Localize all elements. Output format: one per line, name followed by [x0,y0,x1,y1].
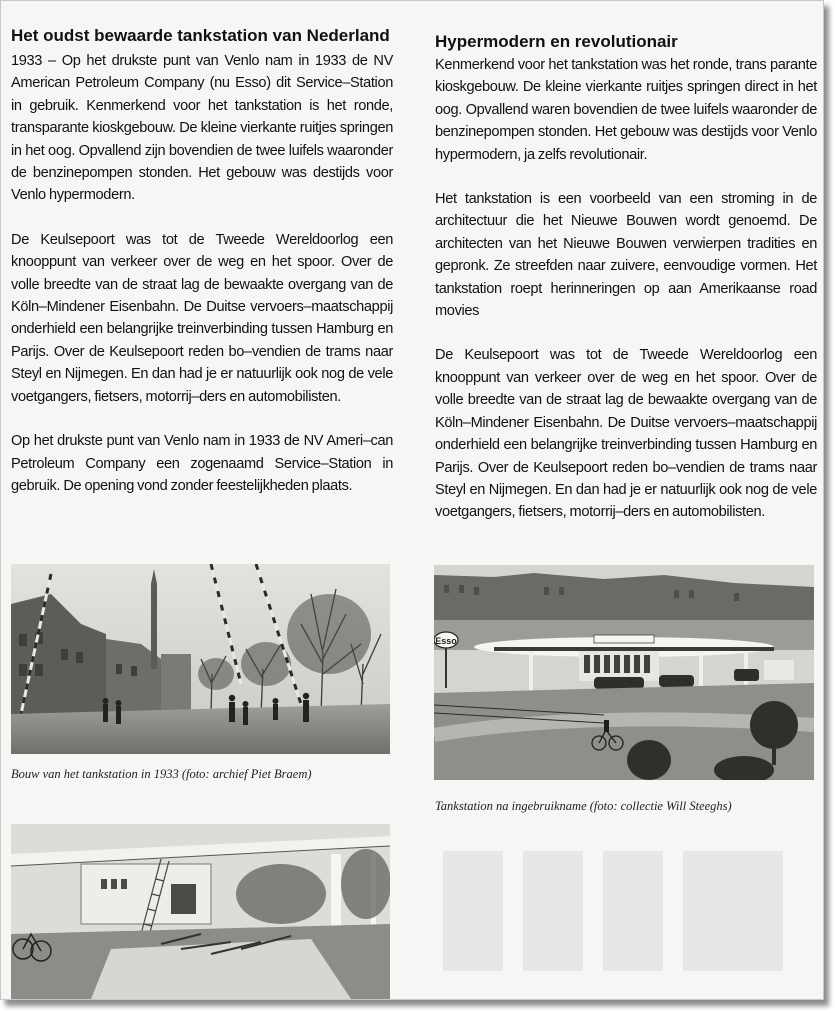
left-paragraph-3: Op het drukste punt van Venlo nam in 1933 de NV Ameri–can Petroleum Company een zogenaamd Service–Station in gebruik. De opening vond zonder feestelijkheden plaats. [11,433,393,494]
watermark-graphic [433,831,813,991]
street-scene-illustration [11,564,390,754]
left-paragraph-2: De Keulsepoort was tot de Tweede Wereldoorlog een knooppunt van verkeer over de weg en het spoor. Over de volle breedte van de straat lag de bewaakte overgang van de Köln–Mindener Eisenbahn. De Duitse vervoers–maatschappij onderhield een belangrijke treinverbinding tussen Hamburg en Parijs. Over de Keulsepoort reden bo–vendien de trams naar Steyl en Nijmegen. En dan had je er natuurlijk ook nog de vele voetgangers, fietsers, motorrij–ders en automobilisten. [11,231,393,405]
station-illustration [434,565,814,780]
left-column [11,1,393,497]
right-paragraph-2: Het tankstation is een voorbeeld van een stroming in de architectuur die het Nieuwe Bouwen wordt genoemd. De architecten van het Nieuwe Bouwen verwierpen tradities en gepronk. Ze streefden naar zuivere, eenvoudige vormen. Het tankstation roept herinneringen op aan Amerikaanse road movies [435,191,817,320]
construction-illustration [11,824,390,999]
left-title: Het oudst bewaarde tankstation van Nederland [11,26,390,45]
photo-street-1933 [11,564,390,754]
caption-photo-station: Tankstation na ingebruikname (foto: collectie Will Steeghs) [435,799,732,813]
right-paragraph-1: Kenmerkend voor het tankstation was het ronde, trans parante kioskgebouw. De kleine vierkante ruitjes springen direct in het oog. Opvallend waren bovendien de twee luifels waaronder de benzinepompen stonden. Het gebouw was destijds voor Venlo hypermodern, ja zelfs revolutionair. [435,57,817,163]
photo-construction [11,824,390,999]
esso-sign-text: Esso [435,636,457,646]
caption-photo-1933: Bouw van het tankstation in 1933 (foto: archief Piet Braem) [11,767,312,781]
right-paragraph-3: De Keulsepoort was tot de Tweede Wereldoorlog een knooppunt van verkeer over de weg en het spoor. Over de volle breedte van de straat lag de bewaakte overgang van de Köln–Mindener Eisenbahn. De Duitse vervoers–maatschappij onderhield een belangrijke treinverbinding tussen Hamburg en Parijs. Over de Keulsepoort reden bo–vendien de trams naar Steyl en Nijmegen. En dan had je er natuurlijk ook nog de vele voetgangers, fietsers, motorrij–ders en automobilisten. [435,347,817,521]
right-column [435,1,817,524]
photo-station-opened [434,565,814,780]
right-title: Hypermodern en revolutionair [435,32,678,51]
left-paragraph-1: 1933 – Op het drukste punt van Venlo nam in 1933 de NV American Petroleum Company (nu Esso) dit Service–Station in gebruik. Kenmerkend voor het tankstation is het ronde, transparante kioskgebouw. De kleine vierkante ruitjes springen in het oog. Opvallend zijn bovendien de twee luifels waaronder de benzinepompen stonden. Het gebouw was destijds voor Venlo hypermodern. [11,53,393,204]
